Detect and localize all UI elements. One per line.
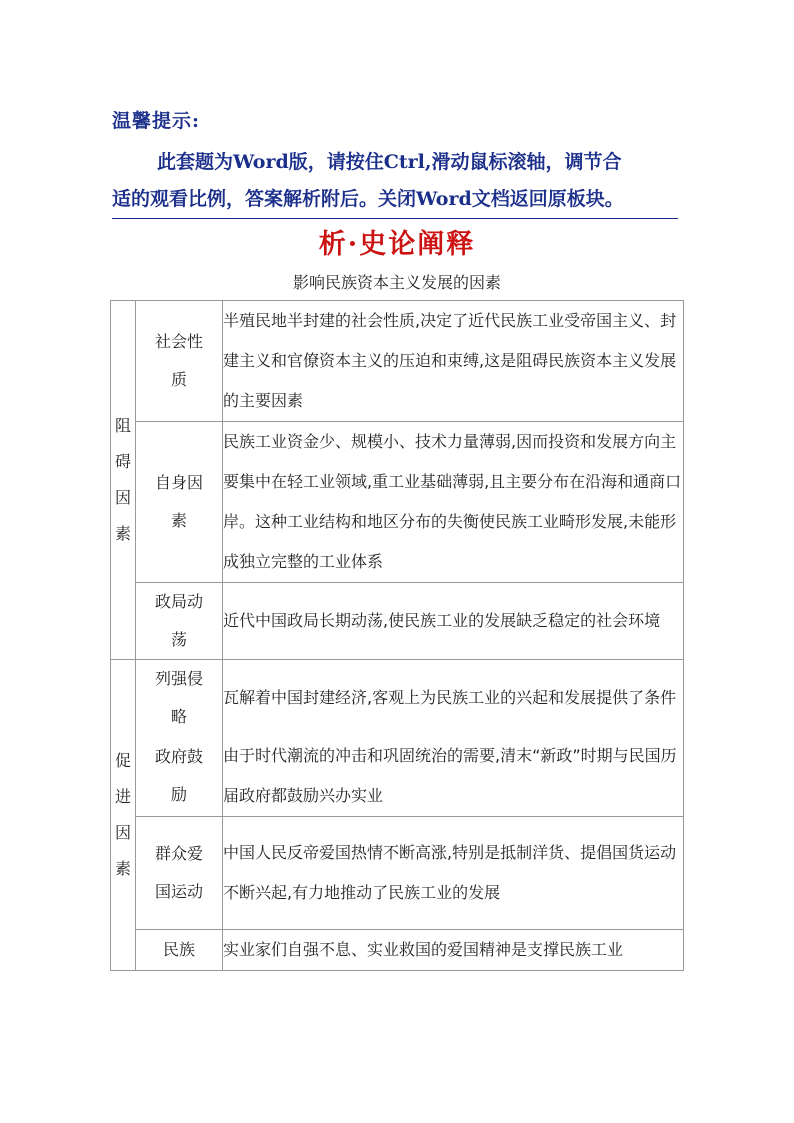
table-row — [111, 660, 684, 737]
description-cell: 半殖民地半封建的社会性质,决定了近代民族工业受帝国主义、封建主义和官僚资本主义的压迫和束缚,这是阻碍民族资本主义发展的主要因素 — [223, 301, 684, 422]
description-cell: 由于时代潮流的冲击和巩固统治的需要,清末“新政”时期与民国历届政府都鼓励兴办实业 — [223, 736, 684, 817]
section-heading: 析·史论阐释 — [318, 229, 476, 260]
table-row — [111, 583, 684, 660]
description-cell: 民族工业资金少、规模小、技术力量薄弱,因而投资和发展方向主要集中在轻工业领域,重工业基础薄弱,且主要分布在沿海和通商口岸。这种工业结构和地区分布的失衡使民族工业畸形发展,未能形成独立完整的工业体系 — [223, 422, 684, 583]
factor-cell: 民族 — [136, 930, 223, 971]
category-cell: 促进因素 — [111, 660, 136, 971]
table-caption: 影响民族资本主义发展的因素 — [292, 273, 501, 292]
tip-line-1: 此套题为Word版，请按住Ctrl,滑动鼠标滚轴，调节合 — [157, 151, 622, 173]
factor-cell: 自身因素 — [136, 422, 223, 583]
description-cell: 瓦解着中国封建经济,客观上为民族工业的兴起和发展提供了条件 — [223, 660, 684, 737]
factor-cell: 群众爱国运动 — [136, 817, 223, 930]
description-cell: 实业家们自强不息、实业救国的爱国精神是支撑民族工业 — [223, 930, 684, 971]
description-cell: 中国人民反帝爱国热情不断高涨,特别是抵制洋货、提倡国货运动不断兴起,有力地推动了民族工业的发展 — [223, 817, 684, 930]
description-cell: 近代中国政局长期动荡,使民族工业的发展缺乏稳定的社会环境 — [223, 583, 684, 660]
tip-body — [112, 144, 687, 219]
table-row — [111, 930, 684, 971]
table-row — [111, 422, 684, 583]
tip-line-2: 适的观看比例，答案解析附后。关闭Word文档返回原板块。 — [112, 181, 678, 219]
table-row — [111, 736, 684, 817]
factors-table — [110, 300, 684, 971]
table-row — [111, 817, 684, 930]
table-row — [111, 301, 684, 422]
factor-cell: 政局动荡 — [136, 583, 223, 660]
category-cell: 阻碍因素 — [111, 301, 136, 660]
factor-cell: 政府鼓励 — [136, 736, 223, 817]
factor-cell: 社会性质 — [136, 301, 223, 422]
factor-cell: 列强侵略 — [136, 660, 223, 737]
tip-title: 温馨提示: — [112, 110, 201, 132]
